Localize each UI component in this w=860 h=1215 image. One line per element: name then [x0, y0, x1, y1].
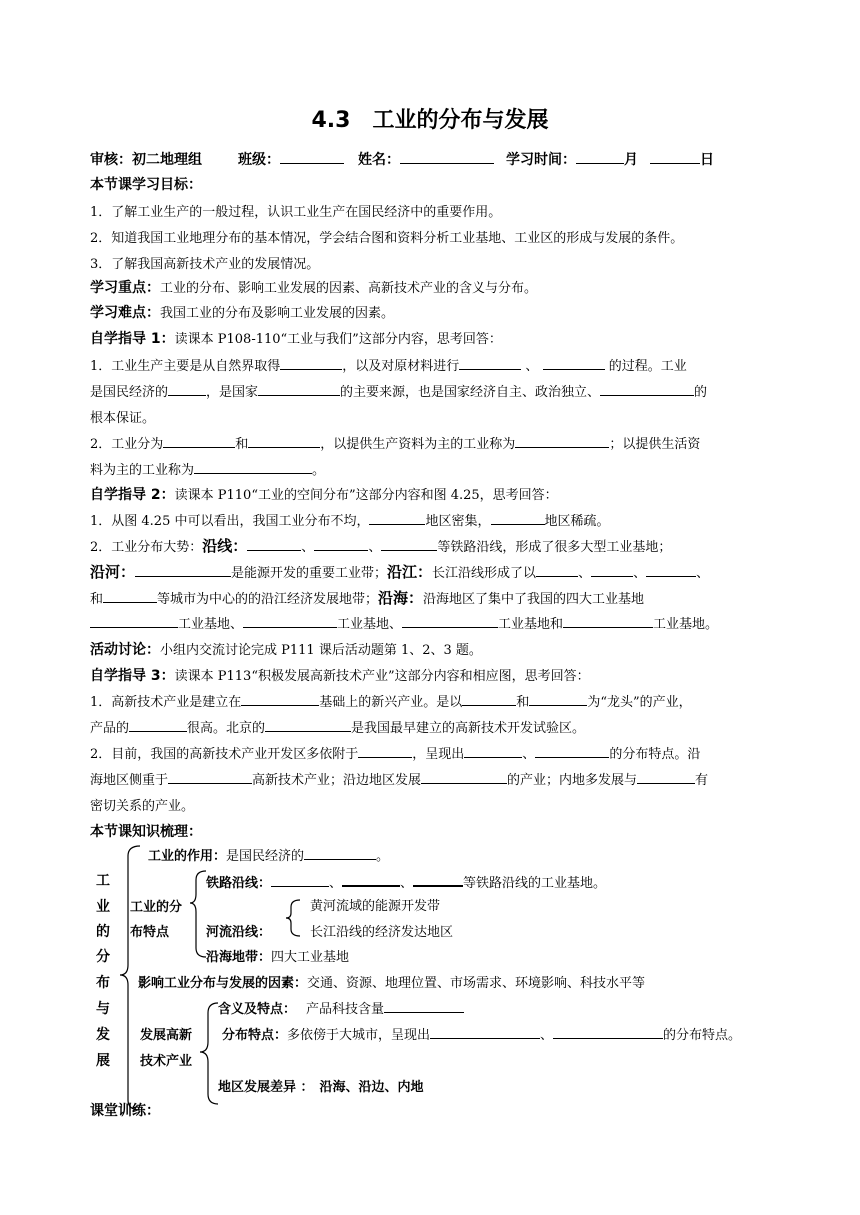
text: 。 [312, 463, 326, 478]
practice-heading: 课堂训练： [90, 1103, 160, 1119]
answer-blank[interactable] [553, 1024, 663, 1039]
goals-heading: 本节课学习目标： [90, 177, 202, 193]
text: ，以及对原材料进行 [342, 359, 460, 374]
dist-label: 布特点 [130, 925, 170, 940]
summary-region [218, 1076, 424, 1095]
text: 地区稀疏。 [544, 514, 610, 529]
text: 产品的 [90, 721, 130, 736]
activity-label: 活动讨论： [90, 642, 160, 658]
text: 交通、资源、地理位置、市场需求、环境影响、科技水平等 [307, 976, 646, 991]
text: ，呈现出 [412, 747, 465, 762]
summary-root-char: 与 [96, 1001, 110, 1017]
answer-blank[interactable] [342, 871, 400, 887]
river-item: 黄河流域的能源开发带 [310, 899, 441, 914]
summary-role [148, 845, 389, 864]
time-label: 学习时间： [506, 152, 576, 168]
coast-label: 沿海地带： [206, 950, 272, 965]
text: 1．高新技术产业是建立在 [90, 695, 242, 710]
answer-blank[interactable] [413, 871, 463, 887]
text: 沿海地区了集中了我国的四大工业基地 [423, 592, 645, 607]
answer-blank[interactable] [304, 845, 376, 860]
guide3-label: 自学指导 3： [90, 668, 175, 684]
text: 、 [540, 1028, 554, 1043]
summary-meaning [218, 998, 464, 1017]
focus-label: 学习重点： [90, 280, 160, 296]
text: 高新技术产业；沿边地区发展 [252, 773, 422, 788]
text: 和 [235, 437, 249, 452]
text: 和 [516, 695, 530, 710]
summary-coast [206, 946, 349, 965]
difficulty-text: 我国工业的分布及影响工业发展的因素。 [160, 306, 395, 321]
factors-label: 影响工业分布与发展的因素： [138, 976, 308, 991]
text: 等铁路沿线的工业基地。 [463, 876, 607, 891]
text: 的 [694, 385, 708, 400]
name-label: 姓名： [358, 152, 400, 168]
coast-label: 沿海： [378, 589, 424, 607]
summary-distfeat [222, 1024, 741, 1043]
hitech-label: 发展高新 [140, 1028, 193, 1043]
difficulty-label: 学习难点： [90, 305, 160, 321]
text: 海地区侧重于 [90, 773, 169, 788]
text: 、 [522, 747, 536, 762]
guide3-intro: 读课本 P113“积极发展高新技术产业”这部分内容和相应图，思考回答： [174, 669, 590, 684]
guide2-intro: 读课本 P110“工业的空间分布”这部分内容和图 4.25，思考回答： [174, 488, 558, 503]
text: 1．工业生产主要是从自然界取得 [90, 359, 281, 374]
text: 四大工业基地 [271, 950, 350, 965]
meaning-label: 含义及特点： [218, 1002, 297, 1017]
text: 长江沿线形成了以 [432, 566, 537, 581]
goal-item: 1．了解工业生产的一般过程，认识工业生产在国民经济中的重要作用。 [90, 205, 502, 220]
guide1-label: 自学指导 1： [90, 331, 175, 347]
role-label: 工业的作用： [148, 849, 227, 864]
activity-text: 小组内交流讨论完成 P111 课后活动题第 1、2、3 题。 [160, 643, 482, 658]
text: 、 [301, 540, 315, 555]
text: 多依傍于大城市，呈现出 [287, 1028, 431, 1043]
text: 、 [696, 566, 710, 581]
text: 2．工业分为 [90, 437, 164, 452]
text: 和 [90, 592, 104, 607]
text: 的分布特点。沿 [609, 747, 701, 762]
review-team: 审核：初二地理组 [90, 152, 202, 168]
river-label: 河流沿线： [206, 925, 272, 940]
text: 是我国最早建立的高新技术开发试验区。 [351, 721, 586, 736]
text: 有 [695, 773, 709, 788]
answer-blank[interactable] [430, 1024, 540, 1039]
summary-factors [138, 972, 645, 991]
focus-text: 工业的分布、影响工业发展的因素、高新技术产业的含义与分布。 [160, 281, 538, 296]
river-label: 沿河： [90, 563, 136, 581]
text: 1．从图 4.25 中可以看出，我国工业分布不均， [90, 514, 370, 529]
rail-label: 铁路沿线： [206, 876, 272, 891]
month-label: 月 [624, 152, 638, 168]
text: 等铁路沿线，形成了很多大型工业基地； [437, 540, 672, 555]
text: 。 [376, 849, 390, 864]
day-label: 日 [700, 152, 714, 168]
text: 是国民经济的 [226, 849, 305, 864]
region-label: 地区发展差异 ： [218, 1080, 314, 1095]
text: 、 [521, 359, 543, 374]
distfeat-label: 分布特点： [222, 1028, 288, 1043]
text: 的过程。工业 [604, 359, 687, 374]
summary-root-char: 展 [96, 1053, 110, 1069]
dist-label: 工业的分 [130, 900, 183, 915]
text: 、 [633, 566, 647, 581]
text: 为“龙头”的产业， [587, 695, 692, 710]
text: 的主要来源，也是国家经济自主、政治独立、 [340, 385, 601, 400]
summary-root-char: 分 [96, 949, 110, 965]
rail-label: 沿线： [202, 537, 248, 555]
guide1-intro: 读课本 P108-110“工业与我们”这部分内容，思考回答： [174, 332, 502, 347]
summary-root-char: 工 [96, 873, 110, 889]
summary-river [206, 921, 271, 940]
text: 是国民经济的 [90, 385, 169, 400]
text: 地区密集， [425, 514, 491, 529]
answer-blank[interactable] [384, 998, 464, 1013]
summary-heading: 本节课知识梳理： [90, 824, 202, 840]
text: 、 [329, 876, 343, 891]
summary-root-char: 发 [96, 1027, 110, 1043]
text: 的产业；内地多发展与 [507, 773, 638, 788]
goal-item: 2．知道我国工业地理分布的基本情况，学会结合图和资料分析工业基地、工业区的形成与发展的条件。 [90, 231, 684, 246]
answer-blank[interactable] [271, 872, 329, 887]
text: 产品科技含量 [306, 1002, 385, 1017]
text: 、 [400, 876, 414, 891]
text: 工业基地和 [498, 617, 564, 632]
text: 工业基地、 [337, 617, 403, 632]
summary-root-char: 业 [96, 899, 110, 915]
text: ；以提供生活资 [609, 437, 701, 452]
summary-rail [206, 871, 606, 891]
summary-root-char: 布 [96, 975, 110, 991]
guide2-label: 自学指导 2： [90, 487, 175, 503]
text: 2．工业分布大势： [90, 540, 203, 555]
class-label: 班级： [238, 152, 280, 168]
text: 2．目前，我国的高新技术产业开发区多依附于 [90, 747, 359, 762]
text: ，以提供生产资料为主的工业称为 [320, 437, 516, 452]
text: 工业基地、 [178, 617, 244, 632]
river-item: 长江沿线的经济发达地区 [310, 925, 454, 940]
guide3-q2-end: 密切关系的产业。 [90, 799, 195, 814]
text: 等城市为中心的的沿江经济发展地带； [157, 592, 379, 607]
text: 、 [578, 566, 592, 581]
text: 工业基地。 [653, 617, 719, 632]
yangtze-label: 沿江： [387, 563, 433, 581]
text: 很高。北京的 [187, 721, 266, 736]
text: 料为主的工业称为 [90, 463, 195, 478]
hitech-label: 技术产业 [140, 1054, 193, 1069]
summary-root-char: 的 [96, 924, 110, 940]
text: 基础上的新兴产业。是以 [319, 695, 463, 710]
text: 是能源开发的重要工业带； [231, 566, 388, 581]
text: 的分布特点。 [663, 1028, 742, 1043]
page-title: 4.3 工业的分布与发展 [311, 108, 549, 133]
text: 、 [368, 540, 382, 555]
region-text: 沿海、沿边、内地 [319, 1080, 424, 1095]
guide1-q1-end: 根本保证。 [90, 411, 156, 426]
goal-item: 3．了解我国高新技术产业的发展情况。 [90, 257, 320, 272]
text: ，是国家 [206, 385, 259, 400]
